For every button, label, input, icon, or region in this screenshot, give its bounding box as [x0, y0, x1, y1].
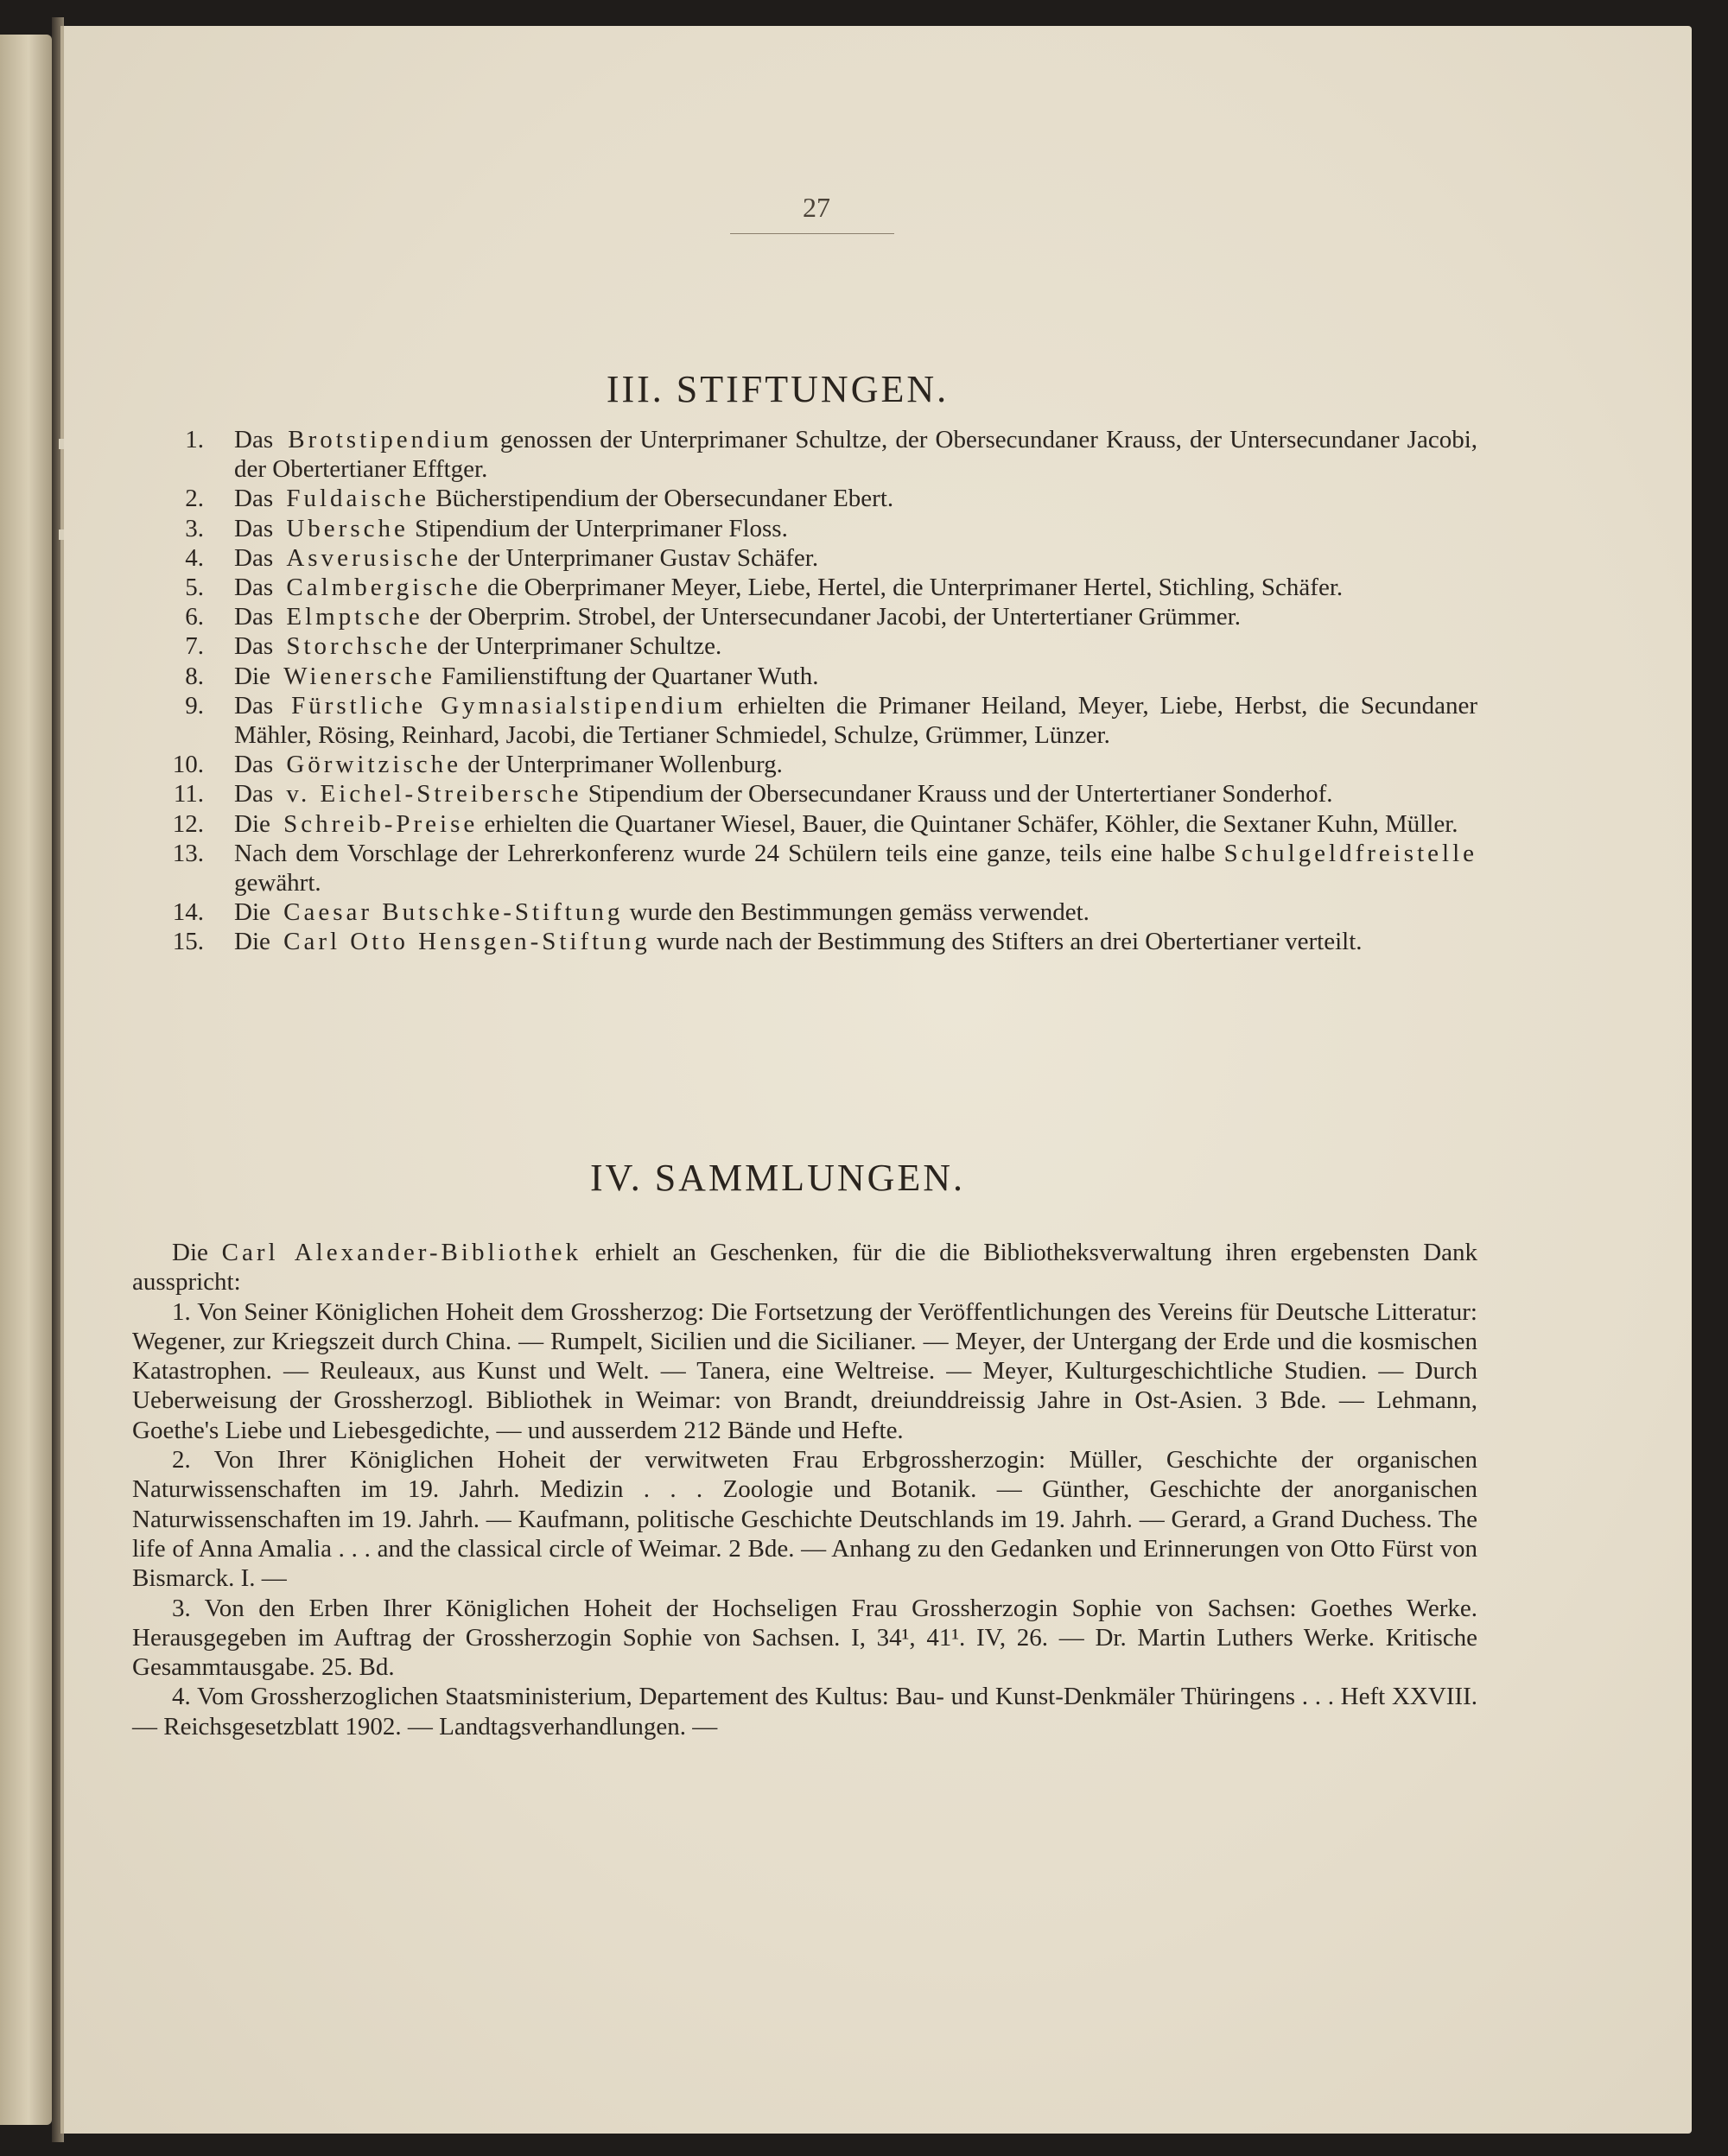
stiftung-name: Wienersche	[283, 662, 435, 690]
stiftung-text: wurde nach der Bestimmung des Stifters an drei Obertertianer verteilt.	[656, 928, 1363, 956]
stiftung-item	[104, 691, 1477, 750]
stiftung-lead: Die	[234, 809, 270, 838]
stiftung-item	[104, 573, 1477, 602]
gutter-mark	[59, 529, 64, 540]
stiftung-lead: Das	[234, 751, 274, 779]
stiftung-number: 5.	[185, 574, 204, 602]
stiftung-lead: Das	[234, 543, 274, 572]
stiftung-text: Nach dem Vorschlage der Lehrerkonferenz wurde 24 Schülern teils eine ganze, teils eine halbe	[234, 839, 1216, 867]
stiftung-name: Asverusische	[286, 543, 461, 572]
stiftung-lead: Das	[234, 485, 274, 513]
stiftung-number: 2.	[185, 485, 204, 513]
stiftung-number: 15.	[172, 928, 204, 956]
stiftung-item	[104, 750, 1477, 779]
sammlungen-paragraph-3: 3. Von den Erben Ihrer Königlichen Hoheit der Hochseligen Frau Grossherzogin Sophie von Sachsen: Goethes Werke. Herausgegeben im Auftrag der Grossherzogin Sophie von Sachsen. I, 34¹, 41¹. IV, 26. — Dr. Martin Luthers Werke. Kritische Gesammtausgabe. 25. Bd.	[132, 1594, 1477, 1682]
stiftung-item	[104, 662, 1477, 691]
page-binding-edge	[60, 26, 64, 2134]
stiftung-item	[104, 602, 1477, 631]
stiftung-text: die Oberprimaner Meyer, Liebe, Hertel, die Unterprimaner Hertel, Stichling, Schäfer.	[487, 574, 1344, 602]
stiftung-lead: Die	[234, 898, 270, 927]
stiftung-lead: Das	[234, 780, 274, 808]
section-heading-stiftungen: III. STIFTUNGEN.	[606, 368, 950, 410]
stiftung-number: 13.	[172, 839, 204, 867]
stiftung-name: Brotstipendium	[288, 426, 492, 453]
stiftung-text: Stipendium der Obersecundaner Krauss und der Untertertianer Sonderhof.	[588, 780, 1333, 808]
stiftung-number: 6.	[185, 603, 204, 631]
stiftung-text: Stipendium der Unterprimaner Floss.	[415, 514, 788, 542]
stiftung-lead: Das	[234, 426, 274, 453]
document-page	[60, 26, 1692, 2134]
stiftung-text: der Unterprimaner Schultze.	[436, 632, 722, 661]
sammlungen-intro	[132, 1238, 1477, 1297]
intro-lead: Die	[172, 1239, 208, 1266]
stiftung-item	[104, 484, 1477, 513]
intro-text: erhielt an Geschenken, für die die Bibliotheksverwaltung ihren ergebensten Dank ausspricht:	[132, 1239, 1478, 1297]
stiftung-name: Görwitzische	[286, 751, 461, 779]
stiftung-item	[104, 779, 1477, 808]
stiftung-number: 10.	[172, 751, 204, 779]
stiftung-number: 12.	[172, 809, 204, 838]
stiftung-text: der Oberprim. Strobel, der Untersecundaner Jacobi, der Untertertianer Grümmer.	[429, 603, 1241, 631]
stiftung-number: 4.	[185, 543, 204, 572]
stiftung-item	[104, 425, 1477, 484]
stiftung-lead: Das	[234, 691, 274, 720]
stiftung-text: erhielten die Primaner Heiland, Meyer, Liebe, Herbst, die Secundaner Mähler, Rösing, Reinhard, Jacobi, die Tertianer Schmiedel, Schulze, Grümmer, Lünzer.	[234, 691, 1478, 750]
stiftung-number: 14.	[172, 898, 204, 927]
stiftung-number: 11.	[173, 780, 204, 808]
stiftung-text: erhielten die Quartaner Wiesel, Bauer, die Quintaner Schäfer, Köhler, die Sextaner Kuhn, Müller.	[484, 809, 1458, 838]
stiftungen-list	[104, 425, 1477, 957]
page-number: 27	[803, 192, 830, 223]
stiftung-item	[104, 514, 1477, 543]
stiftung-item	[104, 897, 1477, 927]
stiftung-lead: Das	[234, 574, 274, 602]
stiftung-number: 3.	[185, 514, 204, 542]
stiftung-name: Fuldaische	[286, 485, 430, 513]
stiftung-lead: Das	[234, 603, 274, 631]
sammlungen-paragraph-4: 4. Vom Grossherzoglichen Staatsministerium, Departement des Kultus: Bau- und Kunst-Denkmäler Thüringens . . . Heft XXVIII. — Reichsgesetzblatt 1902. — Landtagsverhandlungen. —	[132, 1683, 1477, 1741]
stiftung-lead: Die	[234, 662, 270, 690]
stiftung-text: Bücherstipendium der Obersecundaner Ebert.	[435, 485, 894, 513]
facing-page-edge	[0, 35, 52, 2125]
stiftung-number: 9.	[185, 691, 204, 720]
stiftung-text-after: gewährt.	[234, 869, 321, 897]
stiftung-item	[104, 809, 1477, 839]
stiftung-name: Calmbergische	[286, 574, 481, 602]
stiftung-item	[104, 543, 1477, 573]
stiftung-item	[104, 631, 1477, 661]
sammlungen-paragraph-2: 2. Von Ihrer Königlichen Hoheit der verwitweten Frau Erbgrossherzogin: Müller, Geschichte der organischen Naturwissenschaften im 19. Jahrh. Medizin . . . Zoologie und Botanik. — Günther, Geschichte der anorganischen Naturwissenschaften im 19. Jahrh. — Kaufmann, politische Geschichte Deutschlands im 19. Jahrh. — Gerard, a Grand Duchess. The life of Anna Amalia . . . and the classical circle of Weimar. 2 Bde. — Anhang zu den Gedanken und Erinnerungen von Otto Fürst von Bismarck. I. —	[132, 1446, 1477, 1593]
stiftung-text: der Unterprimaner Gustav Schäfer.	[467, 543, 819, 572]
stiftung-item	[104, 839, 1477, 897]
stiftung-lead: Die	[234, 928, 270, 956]
page-number-rule	[730, 233, 894, 234]
stiftung-name: Schreib-Preise	[283, 809, 479, 838]
stiftung-name: v. Eichel-Streibersche	[286, 780, 582, 808]
stiftung-text: der Unterprimaner Wollenburg.	[467, 751, 783, 779]
stiftung-name-after: Schulgeldfreistelle	[1223, 839, 1478, 867]
stiftung-lead: Das	[234, 514, 274, 542]
sammlungen-text	[132, 1238, 1477, 1741]
stiftung-name: Carl Otto Hensgen-Stiftung	[283, 928, 651, 956]
stiftung-number: 7.	[185, 632, 204, 661]
intro-library-name: Carl Alexander-Bibliothek	[221, 1239, 581, 1266]
stiftung-number: 8.	[185, 662, 204, 690]
stiftung-lead: Das	[234, 632, 274, 661]
section-heading-sammlungen: IV. SAMMLUNGEN.	[589, 1157, 966, 1199]
stiftung-text: Familienstiftung der Quartaner Wuth.	[442, 662, 819, 690]
stiftung-text: wurde den Bestimmungen gemäss verwendet.	[629, 898, 1090, 927]
stiftung-item	[104, 927, 1477, 956]
stiftung-name: Storchsche	[286, 632, 431, 661]
stiftung-name: Ubersche	[286, 514, 409, 542]
stiftung-name: Caesar Butschke-Stiftung	[283, 898, 624, 927]
stiftung-text: genossen der Unterprimaner Schultze, der Obersecundaner Krauss, der Untersecundaner Jacobi, der Obertertianer Efftger.	[234, 426, 1478, 484]
stiftung-name: Fürstliche Gymnasialstipendium	[291, 691, 727, 720]
gutter-mark	[59, 439, 64, 449]
sammlungen-paragraph-1: 1. Von Seiner Königlichen Hoheit dem Grossherzog: Die Fortsetzung der Veröffentlichungen des Vereins für Deutsche Litteratur: Wegener, zur Kriegszeit durch China. — Rumpelt, Sicilien und die Sicilianer. — Meyer, der Untergang der Erde und die kosmischen Katastrophen. — Reuleaux, aus Kunst und Welt. — Tanera, eine Weltreise. — Meyer, Kulturgeschichtliche Studien. — Durch Ueberweisung der Grossherzogl. Bibliothek in Weimar: von Brandt, dreiunddreissig Jahre in Ost-Asien. 3 Bde. — Lehmann, Goethe's Liebe und Liebesgedichte, — und ausserdem 212 Bände und Hefte.	[132, 1297, 1477, 1444]
stiftung-name: Elmptsche	[286, 603, 423, 631]
stiftung-number: 1.	[185, 426, 204, 453]
